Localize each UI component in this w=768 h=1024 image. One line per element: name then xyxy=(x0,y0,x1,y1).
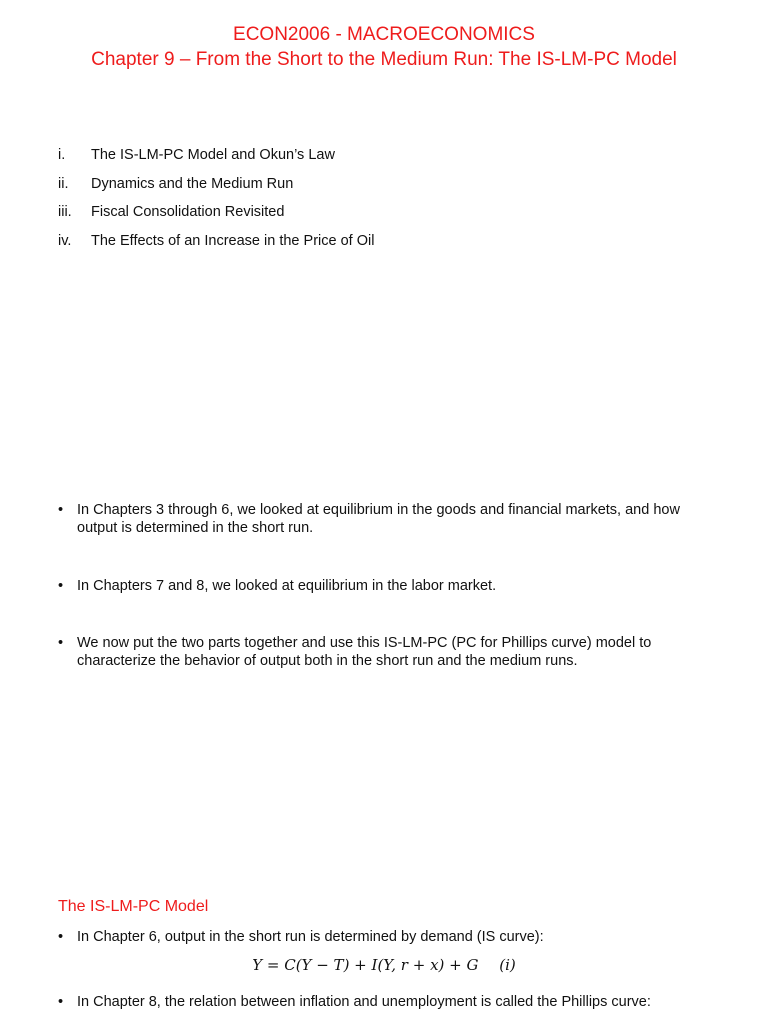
chapter-title: Chapter 9 – From the Short to the Medium Run: The IS-LM-PC Model xyxy=(91,49,677,70)
intro-bullet-goods-markets xyxy=(58,501,718,537)
outline-item-number: iii. xyxy=(58,204,72,221)
chapter-outline xyxy=(58,145,708,259)
section-bullet-phillips-curve xyxy=(58,993,698,1011)
section-heading: The IS-LM-PC Model xyxy=(58,898,209,915)
bullet-text: • In Chapters 7 and 8, we looked at equilibrium in the labor market. xyxy=(58,577,718,595)
intro-bullet-labor-market xyxy=(58,577,718,595)
outline-item-text: Fiscal Consolidation Revisited xyxy=(91,204,285,221)
bullet-text: • In Chapter 8, the relation between inflation and unemployment is called the Phillips curve: xyxy=(58,993,698,1011)
bullet-text: • In Chapters 3 through 6, we looked at equilibrium in the goods and financial markets, and how output is determined in the short run. xyxy=(58,501,718,537)
course-title: ECON2006 - MACROECONOMICS xyxy=(233,24,535,45)
outline-item-text: Dynamics and the Medium Run xyxy=(91,175,294,192)
outline-item xyxy=(58,174,708,203)
intro-bullet-is-lm-pc xyxy=(58,634,718,670)
outline-item xyxy=(58,145,708,174)
bullet-text: • We now put the two parts together and use this IS-LM-PC (PC for Phillips curve) model to characterize the behavior of output both in the short run and the medium runs. xyxy=(58,634,718,670)
is-equation xyxy=(0,956,768,974)
outline-item-text: The Effects of an Increase in the Price of Oil xyxy=(91,232,375,249)
section-bullet-is-curve xyxy=(58,928,718,946)
outline-item-number: iv. xyxy=(58,232,72,249)
outline-item-number: i. xyxy=(58,147,66,163)
bullet-text: • In Chapter 6, output in the short run is determined by demand (IS curve): xyxy=(58,928,718,946)
outline-item xyxy=(58,231,708,260)
outline-item-number: ii. xyxy=(58,175,69,192)
outline-item xyxy=(58,202,708,231)
outline-item-text: The IS-LM-PC Model and Okun’s Law xyxy=(91,147,335,163)
equation-tag: (i) xyxy=(499,956,516,974)
equation-text: Y = C(Y − T) + I(Y, r + x) + G xyxy=(252,956,479,974)
